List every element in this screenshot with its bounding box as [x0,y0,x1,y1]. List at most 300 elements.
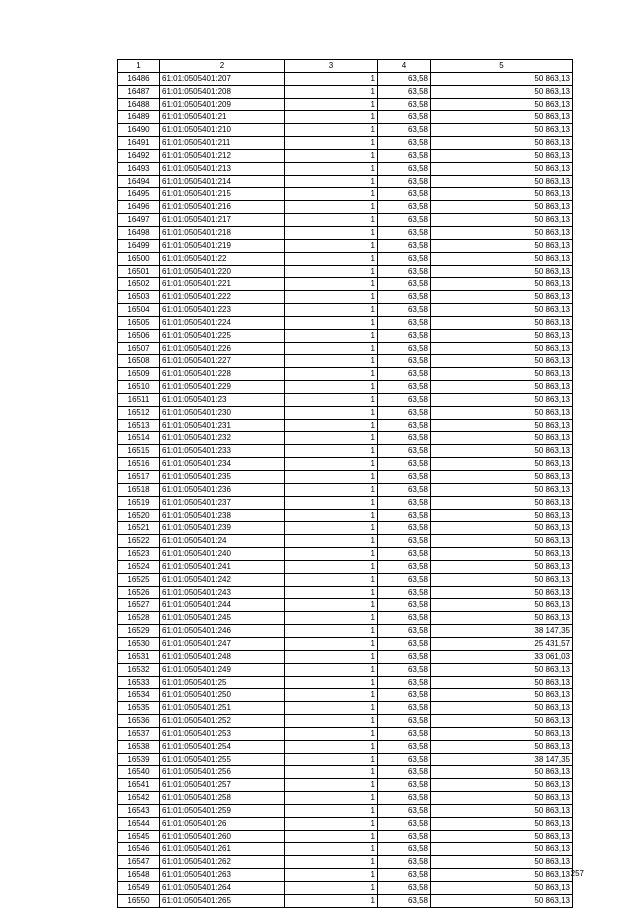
row-number-cell: 16527 [118,599,160,612]
area-cell: 63,58 [378,355,431,368]
area-cell: 63,58 [378,650,431,663]
row-number-cell: 16535 [118,702,160,715]
cadastral-number-cell: 61:01:0505401:232 [160,432,285,445]
count-cell: 1 [285,483,378,496]
count-cell: 1 [285,894,378,907]
row-number-cell: 16536 [118,715,160,728]
area-cell: 63,58 [378,124,431,137]
row-number-cell: 16541 [118,779,160,792]
value-cell: 50 863,13 [431,406,573,419]
table-row [118,381,573,394]
value-cell: 50 863,13 [431,188,573,201]
table-row [118,894,573,907]
row-number-cell: 16521 [118,522,160,535]
row-number-cell: 16509 [118,368,160,381]
count-cell: 1 [285,548,378,561]
cadastral-number-cell: 61:01:0505401:233 [160,445,285,458]
cadastral-number-cell: 61:01:0505401:259 [160,804,285,817]
row-number-cell: 16510 [118,381,160,394]
cadastral-number-cell: 61:01:0505401:245 [160,612,285,625]
cadastral-number-cell: 61:01:0505401:248 [160,650,285,663]
area-cell: 63,58 [378,522,431,535]
area-cell: 63,58 [378,149,431,162]
cadastral-number-cell: 61:01:0505401:227 [160,355,285,368]
table-row [118,496,573,509]
area-cell: 63,58 [378,856,431,869]
cadastral-number-cell: 61:01:0505401:225 [160,329,285,342]
cadastral-number-cell: 61:01:0505401:220 [160,265,285,278]
cadastral-number-cell: 61:01:0505401:218 [160,226,285,239]
table-row [118,548,573,561]
area-cell: 63,58 [378,509,431,522]
column-header: 4 [378,60,431,73]
table-row [118,804,573,817]
value-cell: 50 863,13 [431,535,573,548]
row-number-cell: 16530 [118,637,160,650]
count-cell: 1 [285,535,378,548]
cadastral-number-cell: 61:01:0505401:213 [160,162,285,175]
row-number-cell: 16490 [118,124,160,137]
area-cell: 63,58 [378,432,431,445]
count-cell: 1 [285,650,378,663]
cadastral-number-cell: 61:01:0505401:238 [160,509,285,522]
area-cell: 63,58 [378,702,431,715]
table-row [118,843,573,856]
value-cell: 50 863,13 [431,689,573,702]
count-cell: 1 [285,637,378,650]
count-cell: 1 [285,342,378,355]
count-cell: 1 [285,432,378,445]
table-row [118,278,573,291]
cadastral-number-cell: 61:01:0505401:263 [160,869,285,882]
value-cell: 50 863,13 [431,368,573,381]
count-cell: 1 [285,804,378,817]
value-cell: 50 863,13 [431,355,573,368]
table-row [118,689,573,702]
cadastral-number-cell: 61:01:0505401:226 [160,342,285,355]
count-cell: 1 [285,702,378,715]
count-cell: 1 [285,85,378,98]
cadastral-number-cell: 61:01:0505401:211 [160,137,285,150]
value-cell: 25 431,57 [431,637,573,650]
area-cell: 63,58 [378,291,431,304]
table-row [118,393,573,406]
row-number-cell: 16531 [118,650,160,663]
count-cell: 1 [285,329,378,342]
row-number-cell: 16504 [118,304,160,317]
count-cell: 1 [285,278,378,291]
row-number-cell: 16506 [118,329,160,342]
count-cell: 1 [285,72,378,85]
table-row [118,471,573,484]
cadastral-number-cell: 61:01:0505401:261 [160,843,285,856]
count-cell: 1 [285,471,378,484]
row-number-cell: 16526 [118,586,160,599]
area-cell: 63,58 [378,882,431,895]
count-cell: 1 [285,727,378,740]
value-cell: 50 863,13 [431,137,573,150]
area-cell: 63,58 [378,843,431,856]
value-cell: 50 863,13 [431,573,573,586]
table-row [118,882,573,895]
value-cell: 50 863,13 [431,329,573,342]
area-cell: 63,58 [378,689,431,702]
value-cell: 50 863,13 [431,291,573,304]
count-cell: 1 [285,98,378,111]
table-row [118,265,573,278]
column-header: 5 [431,60,573,73]
row-number-cell: 16524 [118,560,160,573]
table-row [118,483,573,496]
row-number-cell: 16549 [118,882,160,895]
row-number-cell: 16519 [118,496,160,509]
count-cell: 1 [285,882,378,895]
table-row [118,612,573,625]
table-row [118,869,573,882]
count-cell: 1 [285,201,378,214]
area-cell: 63,58 [378,496,431,509]
value-cell: 50 863,13 [431,715,573,728]
row-number-cell: 16503 [118,291,160,304]
row-number-cell: 16499 [118,239,160,252]
value-cell: 50 863,13 [431,702,573,715]
area-cell: 63,58 [378,804,431,817]
value-cell: 50 863,13 [431,509,573,522]
count-cell: 1 [285,445,378,458]
row-number-cell: 16522 [118,535,160,548]
area-cell: 63,58 [378,676,431,689]
table-row [118,637,573,650]
area-cell: 63,58 [378,471,431,484]
count-cell: 1 [285,779,378,792]
count-cell: 1 [285,162,378,175]
count-cell: 1 [285,214,378,227]
table-row [118,342,573,355]
table-row [118,85,573,98]
value-cell: 50 863,13 [431,599,573,612]
row-number-cell: 16550 [118,894,160,907]
value-cell: 50 863,13 [431,843,573,856]
row-number-cell: 16538 [118,740,160,753]
cadastral-number-cell: 61:01:0505401:252 [160,715,285,728]
count-cell: 1 [285,458,378,471]
value-cell: 50 863,13 [431,201,573,214]
count-cell: 1 [285,124,378,137]
area-cell: 63,58 [378,535,431,548]
value-cell: 50 863,13 [431,239,573,252]
table-row [118,817,573,830]
table-row [118,522,573,535]
table-row [118,149,573,162]
value-cell: 50 863,13 [431,856,573,869]
count-cell: 1 [285,226,378,239]
table-row [118,406,573,419]
area-cell: 63,58 [378,188,431,201]
value-cell: 50 863,13 [431,304,573,317]
value-cell: 50 863,13 [431,419,573,432]
table-row [118,458,573,471]
row-number-cell: 16539 [118,753,160,766]
column-header: 3 [285,60,378,73]
cadastral-number-cell: 61:01:0505401:26 [160,817,285,830]
count-cell: 1 [285,573,378,586]
table-row [118,535,573,548]
count-cell: 1 [285,496,378,509]
area-cell: 63,58 [378,368,431,381]
row-number-cell: 16528 [118,612,160,625]
value-cell: 50 863,13 [431,779,573,792]
count-cell: 1 [285,869,378,882]
table-row [118,830,573,843]
column-header: 2 [160,60,285,73]
table-row [118,419,573,432]
page-number: 257 [570,869,584,878]
row-number-cell: 16543 [118,804,160,817]
count-cell: 1 [285,689,378,702]
area-cell: 63,58 [378,637,431,650]
count-cell: 1 [285,586,378,599]
cadastral-number-cell: 61:01:0505401:246 [160,625,285,638]
count-cell: 1 [285,316,378,329]
value-cell: 50 863,13 [431,98,573,111]
area-cell: 63,58 [378,201,431,214]
row-number-cell: 16525 [118,573,160,586]
value-cell: 50 863,13 [431,792,573,805]
row-number-cell: 16493 [118,162,160,175]
area-cell: 63,58 [378,278,431,291]
area-cell: 63,58 [378,214,431,227]
area-cell: 63,58 [378,252,431,265]
row-number-cell: 16505 [118,316,160,329]
count-cell: 1 [285,393,378,406]
cadastral-number-cell: 61:01:0505401:24 [160,535,285,548]
area-cell: 63,58 [378,175,431,188]
cadastral-number-cell: 61:01:0505401:222 [160,291,285,304]
cadastral-number-cell: 61:01:0505401:221 [160,278,285,291]
count-cell: 1 [285,817,378,830]
value-cell: 50 863,13 [431,766,573,779]
area-cell: 63,58 [378,869,431,882]
area-cell: 63,58 [378,830,431,843]
table-row [118,856,573,869]
value-cell: 50 863,13 [431,214,573,227]
cadastral-number-cell: 61:01:0505401:247 [160,637,285,650]
table-row [118,201,573,214]
cadastral-number-cell: 61:01:0505401:250 [160,689,285,702]
row-number-cell: 16545 [118,830,160,843]
cadastral-number-cell: 61:01:0505401:257 [160,779,285,792]
value-cell: 50 863,13 [431,342,573,355]
count-cell: 1 [285,252,378,265]
table-row [118,432,573,445]
area-cell: 63,58 [378,586,431,599]
row-number-cell: 16546 [118,843,160,856]
row-number-cell: 16532 [118,663,160,676]
row-number-cell: 16511 [118,393,160,406]
cadastral-number-cell: 61:01:0505401:214 [160,175,285,188]
cadastral-number-cell: 61:01:0505401:224 [160,316,285,329]
row-number-cell: 16486 [118,72,160,85]
row-number-cell: 16508 [118,355,160,368]
row-number-cell: 16512 [118,406,160,419]
area-cell: 63,58 [378,779,431,792]
count-cell: 1 [285,355,378,368]
row-number-cell: 16495 [118,188,160,201]
cadastral-number-cell: 61:01:0505401:219 [160,239,285,252]
cadastral-number-cell: 61:01:0505401:207 [160,72,285,85]
table-row [118,573,573,586]
cadastral-number-cell: 61:01:0505401:212 [160,149,285,162]
count-cell: 1 [285,419,378,432]
cadastral-number-cell: 61:01:0505401:209 [160,98,285,111]
row-number-cell: 16501 [118,265,160,278]
value-cell: 50 863,13 [431,548,573,561]
count-cell: 1 [285,522,378,535]
area-cell: 63,58 [378,72,431,85]
table-row [118,188,573,201]
cadastral-number-cell: 61:01:0505401:256 [160,766,285,779]
count-cell: 1 [285,843,378,856]
table-row [118,650,573,663]
row-number-cell: 16491 [118,137,160,150]
table-row [118,586,573,599]
count-cell: 1 [285,753,378,766]
area-cell: 63,58 [378,419,431,432]
area-cell: 63,58 [378,817,431,830]
count-cell: 1 [285,856,378,869]
area-cell: 63,58 [378,483,431,496]
count-cell: 1 [285,792,378,805]
count-cell: 1 [285,599,378,612]
area-cell: 63,58 [378,226,431,239]
cadastral-number-cell: 61:01:0505401:21 [160,111,285,124]
value-cell: 50 863,13 [431,149,573,162]
count-cell: 1 [285,715,378,728]
table-row [118,560,573,573]
cadastral-number-cell: 61:01:0505401:264 [160,882,285,895]
value-cell: 50 863,13 [431,560,573,573]
value-cell: 50 863,13 [431,316,573,329]
cadastral-number-cell: 61:01:0505401:236 [160,483,285,496]
value-cell: 50 863,13 [431,458,573,471]
value-cell: 50 863,13 [431,804,573,817]
table-body [118,72,573,907]
table-row [118,702,573,715]
count-cell: 1 [285,406,378,419]
value-cell: 50 863,13 [431,162,573,175]
count-cell: 1 [285,304,378,317]
area-cell: 63,58 [378,458,431,471]
area-cell: 63,58 [378,137,431,150]
area-cell: 63,58 [378,727,431,740]
table-row [118,162,573,175]
area-cell: 63,58 [378,239,431,252]
count-cell: 1 [285,663,378,676]
count-cell: 1 [285,766,378,779]
row-number-cell: 16520 [118,509,160,522]
value-cell: 50 863,13 [431,882,573,895]
table-row [118,792,573,805]
cadastral-number-cell: 61:01:0505401:231 [160,419,285,432]
row-number-cell: 16548 [118,869,160,882]
cadastral-number-cell: 61:01:0505401:229 [160,381,285,394]
count-cell: 1 [285,239,378,252]
table-row [118,445,573,458]
table-row [118,740,573,753]
cadastral-number-cell: 61:01:0505401:23 [160,393,285,406]
value-cell: 50 863,13 [431,124,573,137]
cadastral-number-cell: 61:01:0505401:235 [160,471,285,484]
value-cell: 50 863,13 [431,830,573,843]
row-number-cell: 16514 [118,432,160,445]
value-cell: 50 863,13 [431,522,573,535]
table-row [118,676,573,689]
count-cell: 1 [285,265,378,278]
table-row [118,137,573,150]
table-row [118,625,573,638]
cadastral-number-cell: 61:01:0505401:253 [160,727,285,740]
area-cell: 63,58 [378,381,431,394]
table-row [118,214,573,227]
count-cell: 1 [285,830,378,843]
count-cell: 1 [285,612,378,625]
cadastral-number-cell: 61:01:0505401:241 [160,560,285,573]
cadastral-number-cell: 61:01:0505401:244 [160,599,285,612]
cadastral-number-cell: 61:01:0505401:242 [160,573,285,586]
cadastral-number-cell: 61:01:0505401:223 [160,304,285,317]
cadastral-number-cell: 61:01:0505401:22 [160,252,285,265]
row-number-cell: 16517 [118,471,160,484]
table-row [118,239,573,252]
value-cell: 38 147,35 [431,625,573,638]
row-number-cell: 16494 [118,175,160,188]
count-cell: 1 [285,188,378,201]
value-cell: 50 863,13 [431,869,573,882]
table-row [118,599,573,612]
area-cell: 63,58 [378,98,431,111]
area-cell: 63,58 [378,573,431,586]
row-number-cell: 16500 [118,252,160,265]
row-number-cell: 16537 [118,727,160,740]
value-cell: 50 863,13 [431,226,573,239]
row-number-cell: 16502 [118,278,160,291]
area-cell: 63,58 [378,715,431,728]
row-number-cell: 16533 [118,676,160,689]
count-cell: 1 [285,676,378,689]
row-number-cell: 16542 [118,792,160,805]
value-cell: 50 863,13 [431,265,573,278]
area-cell: 63,58 [378,740,431,753]
count-cell: 1 [285,175,378,188]
area-cell: 63,58 [378,162,431,175]
table-row [118,779,573,792]
cadastral-number-cell: 61:01:0505401:251 [160,702,285,715]
table-row [118,252,573,265]
value-cell: 50 863,13 [431,393,573,406]
value-cell: 50 863,13 [431,252,573,265]
value-cell: 38 147,35 [431,753,573,766]
cadastral-number-cell: 61:01:0505401:243 [160,586,285,599]
table-row [118,111,573,124]
cadastral-number-cell: 61:01:0505401:237 [160,496,285,509]
row-number-cell: 16492 [118,149,160,162]
row-number-cell: 16496 [118,201,160,214]
count-cell: 1 [285,560,378,573]
value-cell: 50 863,13 [431,432,573,445]
area-cell: 63,58 [378,894,431,907]
value-cell: 50 863,13 [431,278,573,291]
table-row [118,98,573,111]
